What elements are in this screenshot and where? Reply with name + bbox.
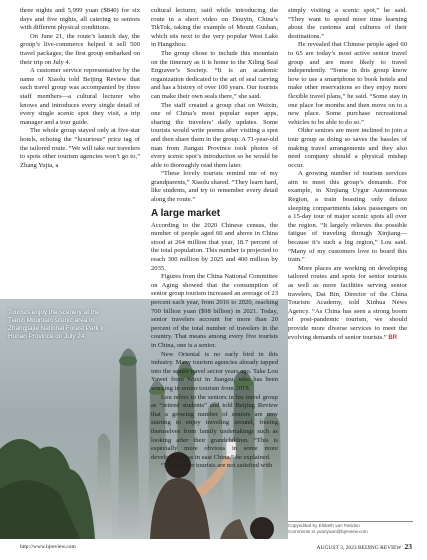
paragraph: cultural lecturer, said while introducing the route in a short video on Douyin, China’s TikTok, taking the example of Mount Gushan, which sits next to the very popular West Lake in Hangzhou.	[151, 7, 278, 49]
footer-url[interactable]: http://www.bjreview.com	[20, 544, 76, 550]
paragraph-text: More places are working on developing tailored routes and spots for senior tourists as well as more facilities serving senior travelers, Dai Bin, Director of the China Tourism Academy, told Xinhua News Agency. “As China has seen a strong boom of post-pandemic tourism, we should provide more diverse services to meet the evolving demands of senior tourists.”	[288, 264, 407, 341]
paragraph: “Many older tourists are not satisfied with	[161, 462, 273, 470]
paragraph	[288, 265, 407, 342]
paragraph: According to the 2020 Chinese census, the number of people aged 60 and above in China stood at 264 million that year, 18.7 percent of the total population. This number is projected to reach 300 million by 2025 and 400 million by 2035.	[151, 221, 278, 272]
end-mark: BR	[388, 334, 398, 341]
article-column-1	[20, 7, 140, 170]
article-column-2	[151, 7, 278, 471]
footer-issue-info	[317, 542, 413, 551]
paragraph: three nights and 5,999 yuan ($840) for six days and five nights, all catering to seniors with different physical conditions.	[20, 7, 140, 32]
paragraph: On June 21, the route’s launch day, the group’s live-commerce helped it sell 500 travel packages; the first group embarked on their trip on July 4.	[20, 32, 140, 66]
paragraph: New Oriental is no early bird in this industry. Many tourism agencies already tapped into the senior travel sector years ago. Take Lou Yawei from Wuxi in Jiangsu, who has been working in senior tourism from 2018.	[151, 350, 278, 392]
article-column-3	[288, 7, 407, 342]
paragraph: Lou refers to the seniors in his travel group as “retired students” and told Beijing Review that a growing number of seniors are now starting to enjoy traveling around, freeing themselves from family undertakings such as looking after their grandchildren. “This is especially more obvious in some more developed areas in east China,” he explained.	[151, 393, 278, 461]
comments-contact: Comments to yuanyuan@bjreview.com	[288, 529, 368, 534]
paragraph: A growing number of tourism services aim to meet this group’s demands. For example, in Xinjiang Uygur Autonomous Region, a train boasting only deluxe sleeping compartments takes passengers on a 15-day tour of major scenic spots all over the region. “It largely relieves the possible fatigue of traveling through Xinjiang—because it’s such a big region,” Lou said. “Many of my customers love to board this train.”	[288, 170, 407, 264]
paragraph: Figures from the China National Committee on Aging showed that the consumption of senior group tourism increased an average of 23 percent each year, from 2016 to 2020, reaching 700 billion yuan ($98 billion) in 2021. Today, senior travelers account for more than 20 percent of the total number of travelers in the country. That means among every five tourists in China, one is a senior.	[151, 273, 278, 349]
paragraph: The group chose to include this mountain on the itinerary as it is home to the Xiling Seal Engraver’s Society. “It is an academic organization dedicated to the art of seal carving and has a history of over 100 years. Our tourists can make their own seals there,” she said.	[151, 49, 278, 100]
paragraph: The whole group stayed only at five-star hotels, echoing the “luxurious” price tag of the tailored route. “We will take our travelers to spots other tourism agencies won’t go to,” Zhang Yujia, a	[20, 127, 140, 169]
photo-caption: Tourists enjoy the scenery at the Tianzi Mountain scenic area in Zhangjiajie National Forest Park in Hunan Province on July 24	[8, 309, 106, 340]
paragraph: He revealed that Chinese people aged 60 to 65 are today’s most active senior travel group and are more likely to travel independently. “Some in this group know how to use a smartphone to book hotels and make other reservations so they enjoy more flexible travel plans,” he said. “Some stay in one place for months and then move on to a new place. Some purchase recreational vehicles to be able to do so.”	[288, 41, 407, 126]
issue-date: AUGUST 3, 2023 BEIJING REVIEW	[316, 545, 402, 551]
paragraph: “These lovely tourists remind me of my grandparents,” Xiaolu shared. “They learn hard, like students, and try to remember every detail along the route.”	[151, 170, 278, 204]
paragraph: A customer service representative by the name of Xiaolu told Beijing Review that each travel group was accompanied by three staff members—a cultural lecturer who knows and introduces every single detail of every single scenic spot they visit, a trip manager and a tour guide.	[20, 67, 140, 126]
paragraph: The staff created a group chat on Weixin, one of China’s most popular super apps, sharing the travelers’ daily updates. Some tourists would write poems after visiting a spot and then share them in the group. A 71-year-old man from Jiangsu Province took photos of every scenic spot’s introduction so he would be able to thoroughly read them later.	[151, 101, 278, 169]
paragraph: Older seniors are more inclined to join a tour group as doing so saves the hassles of making travel arrangements and they also need company should a physical mishap occur.	[288, 127, 407, 169]
page-number: 23	[404, 542, 412, 551]
section-heading: A large market	[151, 207, 221, 219]
paragraph: simply visiting a scenic spot,” he said. “They want to spend more time learning about the customs and cultures of their destinations.”	[288, 7, 407, 40]
credits	[288, 521, 413, 535]
copyedit-credit: Copyedited by Elsbeth van Paridon	[288, 523, 360, 528]
